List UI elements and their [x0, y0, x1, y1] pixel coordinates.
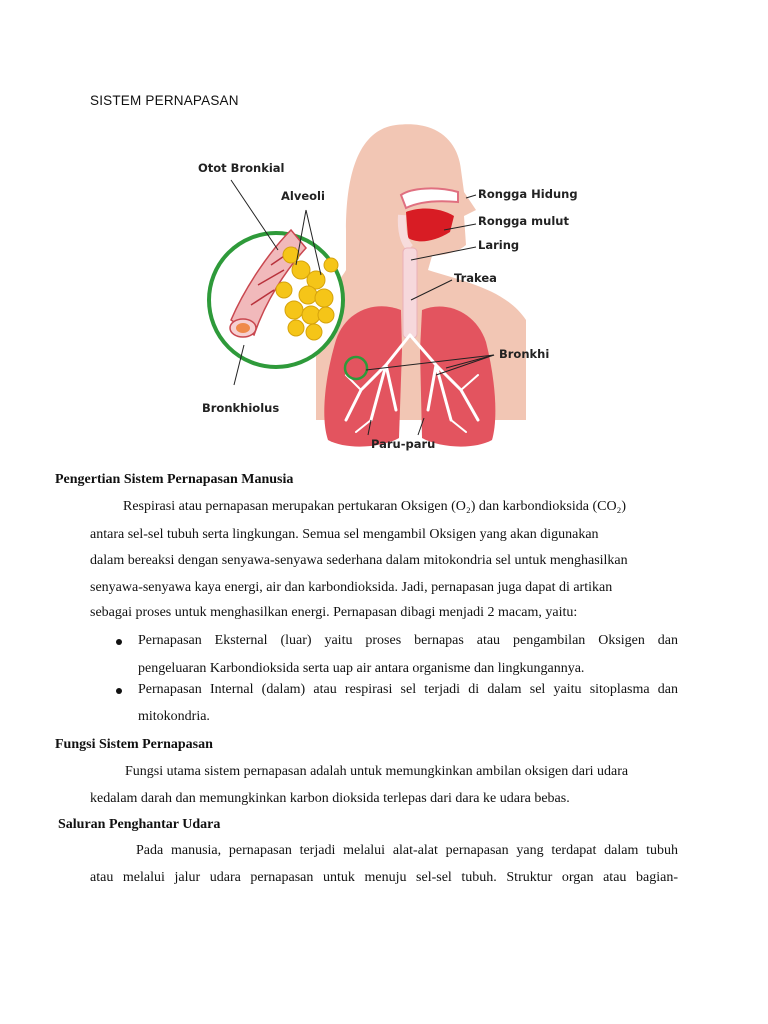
bullet-item-line: mitokondria.	[138, 709, 210, 724]
heading-fungsi: Fungsi Sistem Pernapasan	[55, 737, 213, 752]
label-bronkhiolus: Bronkhiolus	[202, 401, 280, 415]
bullet-item-line: pengeluaran Karbondioksida serta uap air antara organisme dan lingkungannya.	[138, 661, 585, 676]
bullet-item-line: Pernapasan Internal (dalam) atau respirasi sel terjadi di dalam sel yaitu sitoplasma dan	[138, 682, 678, 697]
paragraph-line: Pada manusia, pernapasan terjadi melalui alat-alat pernapasan yang terdapat dalam tubuh	[136, 843, 678, 858]
paragraph-line: senyawa-senyawa kaya energi, air dan karbondioksida. Jadi, pernapasan juga dapat di artikan	[90, 580, 613, 595]
paragraph-line: dalam bereaksi dengan senyawa-senyawa sederhana dalam mitokondria sel untuk menghasilkan	[90, 553, 628, 568]
bullet-marker	[116, 688, 122, 694]
paragraph-line: atau melalui jalur udara pernapasan untuk menuju sel-sel tubuh. Struktur organ atau bagian-	[90, 870, 678, 885]
label-trakea: Trakea	[454, 271, 497, 285]
label-rongga-hidung: Rongga Hidung	[478, 187, 578, 201]
label-alveoli: Alveoli	[281, 189, 325, 203]
label-paru-paru: Paru-paru	[371, 437, 436, 451]
paragraph-line: sebagai proses untuk menghasilkan energi. Pernapasan dibagi menjadi 2 macam, yaitu:	[90, 605, 578, 620]
paragraph-line: Respirasi atau pernapasan merupakan pertukaran Oksigen (O₂) dan karbondioksida (CO₂)	[123, 499, 627, 514]
document-title: SISTEM PERNAPASAN	[90, 93, 239, 108]
respiratory-system-figure	[196, 120, 586, 460]
paragraph-line: kedalam darah dan memungkinkan karbon dioksida terlepas dari dara ke udara bebas.	[90, 791, 570, 806]
bullet-item-line: Pernapasan Eksternal (luar) yaitu proses bernapas atau pengambilan Oksigen dan	[138, 633, 678, 648]
paragraph-line: Fungsi utama sistem pernapasan adalah untuk memungkinkan ambilan oksigen dari udara	[125, 764, 629, 779]
trachea	[403, 248, 417, 338]
label-bronkhi: Bronkhi	[499, 347, 550, 361]
label-rongga-mulut: Rongga mulut	[478, 214, 569, 228]
bullet-marker	[116, 639, 122, 645]
label-otot-bronkial: Otot Bronkial	[198, 161, 285, 175]
heading-saluran: Saluran Penghantar Udara	[58, 817, 221, 832]
heading-pengertian: Pengertian Sistem Pernapasan Manusia	[55, 472, 294, 487]
label-laring: Laring	[478, 238, 520, 252]
paragraph-line: antara sel-sel tubuh serta lingkungan. Semua sel mengambil Oksigen yang akan digunakan	[90, 527, 599, 542]
